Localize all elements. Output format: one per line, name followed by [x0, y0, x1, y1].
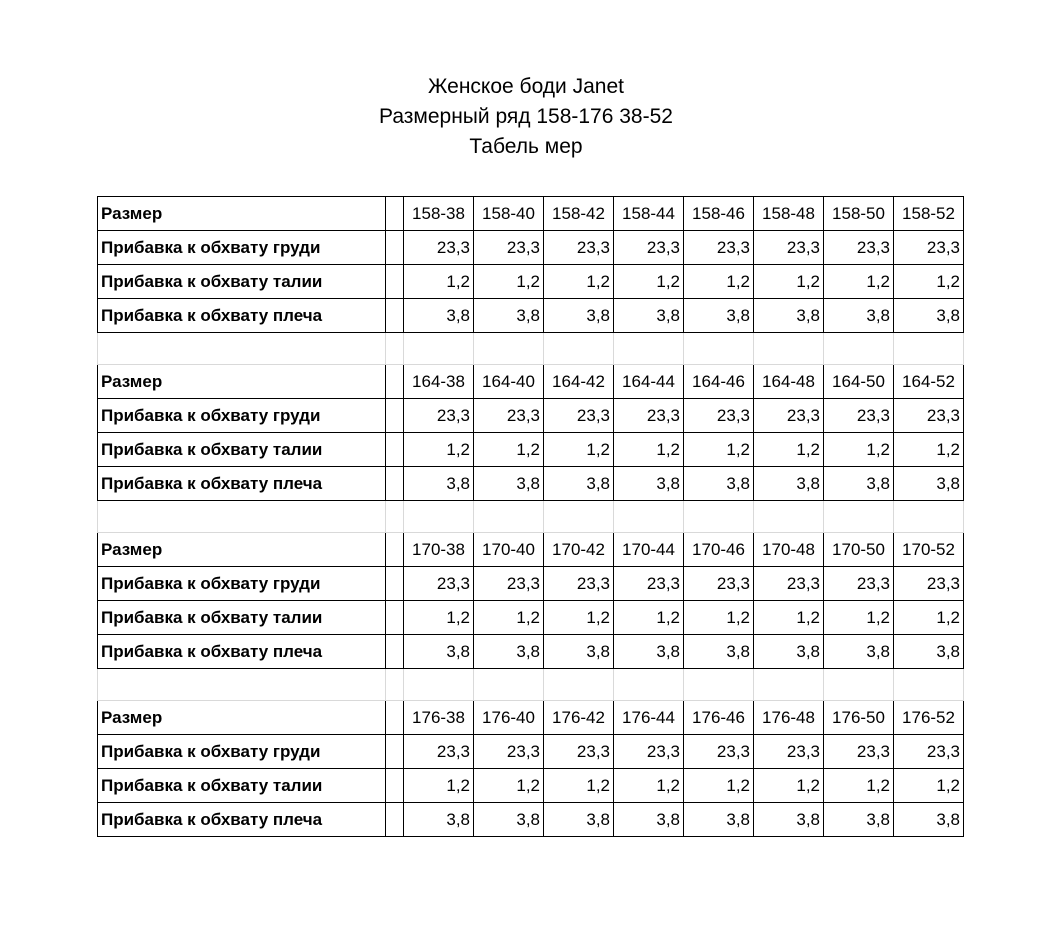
size-cell: 170-46	[684, 533, 754, 567]
value-cell: 23,3	[684, 567, 754, 601]
value-cell: 23,3	[544, 735, 614, 769]
size-cell: 158-40	[474, 197, 544, 231]
value-cell: 23,3	[894, 567, 964, 601]
value-cell: 23,3	[684, 735, 754, 769]
size-cell: 164-40	[474, 365, 544, 399]
empty-cell	[386, 265, 404, 299]
empty-cell	[404, 333, 474, 365]
value-cell: 3,8	[614, 467, 684, 501]
size-cell: 158-44	[614, 197, 684, 231]
value-cell: 3,8	[544, 299, 614, 333]
value-cell: 3,8	[684, 635, 754, 669]
row-label: Прибавка к обхвату талии	[98, 265, 386, 299]
empty-cell	[754, 669, 824, 701]
size-row	[98, 197, 964, 231]
empty-cell	[386, 803, 404, 837]
value-cell: 23,3	[754, 399, 824, 433]
chest-allowance-row	[98, 735, 964, 769]
size-cell: 170-44	[614, 533, 684, 567]
size-cell: 158-52	[894, 197, 964, 231]
empty-cell	[386, 635, 404, 669]
empty-cell	[684, 669, 754, 701]
empty-cell	[98, 669, 386, 701]
waist-allowance-row	[98, 769, 964, 803]
value-cell: 23,3	[754, 735, 824, 769]
value-cell: 3,8	[684, 803, 754, 837]
value-cell: 3,8	[614, 635, 684, 669]
size-cell: 158-38	[404, 197, 474, 231]
empty-cell	[474, 501, 544, 533]
value-cell: 1,2	[754, 265, 824, 299]
empty-cell	[474, 669, 544, 701]
value-cell: 3,8	[894, 299, 964, 333]
size-cell: 170-48	[754, 533, 824, 567]
value-cell: 23,3	[754, 567, 824, 601]
value-cell: 1,2	[894, 433, 964, 467]
row-label: Прибавка к обхвату груди	[98, 231, 386, 265]
row-label: Прибавка к обхвату груди	[98, 399, 386, 433]
value-cell: 23,3	[544, 567, 614, 601]
value-cell: 3,8	[894, 803, 964, 837]
size-row	[98, 365, 964, 399]
size-cell: 164-48	[754, 365, 824, 399]
empty-cell	[386, 769, 404, 803]
value-cell: 3,8	[894, 467, 964, 501]
value-cell: 23,3	[824, 231, 894, 265]
waist-allowance-row	[98, 433, 964, 467]
value-cell: 23,3	[824, 399, 894, 433]
value-cell: 23,3	[754, 231, 824, 265]
size-cell: 176-52	[894, 701, 964, 735]
value-cell: 1,2	[894, 769, 964, 803]
empty-cell	[386, 501, 404, 533]
row-label: Прибавка к обхвату плеча	[98, 803, 386, 837]
size-cell: 176-46	[684, 701, 754, 735]
row-label: Прибавка к обхвату талии	[98, 601, 386, 635]
empty-cell	[684, 501, 754, 533]
empty-cell	[824, 501, 894, 533]
value-cell: 3,8	[474, 467, 544, 501]
value-cell: 1,2	[754, 433, 824, 467]
size-cell: 164-38	[404, 365, 474, 399]
spacer-row	[98, 333, 964, 365]
row-label: Прибавка к обхвату плеча	[98, 635, 386, 669]
value-cell: 23,3	[614, 567, 684, 601]
value-cell: 1,2	[754, 601, 824, 635]
value-cell: 3,8	[824, 467, 894, 501]
shoulder-allowance-row	[98, 467, 964, 501]
row-label: Прибавка к обхвату груди	[98, 735, 386, 769]
size-cell: 170-50	[824, 533, 894, 567]
value-cell: 1,2	[824, 265, 894, 299]
size-row	[98, 533, 964, 567]
value-cell: 1,2	[614, 265, 684, 299]
size-table-body	[98, 197, 964, 837]
value-cell: 1,2	[474, 601, 544, 635]
value-cell: 23,3	[894, 399, 964, 433]
title-measurement-table: Табель мер	[469, 135, 583, 158]
empty-cell	[544, 669, 614, 701]
value-cell: 1,2	[404, 265, 474, 299]
empty-cell	[98, 501, 386, 533]
row-label: Размер	[98, 197, 386, 231]
empty-cell	[824, 669, 894, 701]
value-cell: 3,8	[754, 299, 824, 333]
size-cell: 176-44	[614, 701, 684, 735]
value-cell: 1,2	[824, 433, 894, 467]
empty-cell	[614, 501, 684, 533]
empty-cell	[386, 735, 404, 769]
value-cell: 1,2	[684, 433, 754, 467]
value-cell: 3,8	[754, 635, 824, 669]
value-cell: 23,3	[544, 399, 614, 433]
value-cell: 1,2	[754, 769, 824, 803]
value-cell: 1,2	[684, 265, 754, 299]
value-cell: 1,2	[614, 601, 684, 635]
value-cell: 23,3	[404, 231, 474, 265]
size-cell: 164-52	[894, 365, 964, 399]
value-cell: 23,3	[544, 231, 614, 265]
value-cell: 1,2	[684, 601, 754, 635]
value-cell: 23,3	[474, 399, 544, 433]
chest-allowance-row	[98, 231, 964, 265]
value-cell: 23,3	[474, 735, 544, 769]
value-cell: 23,3	[614, 735, 684, 769]
waist-allowance-row	[98, 601, 964, 635]
value-cell: 1,2	[544, 601, 614, 635]
value-cell: 3,8	[544, 803, 614, 837]
value-cell: 3,8	[824, 635, 894, 669]
value-cell: 3,8	[684, 467, 754, 501]
size-cell: 170-38	[404, 533, 474, 567]
value-cell: 1,2	[544, 433, 614, 467]
value-cell: 1,2	[614, 433, 684, 467]
empty-cell	[404, 501, 474, 533]
row-label: Прибавка к обхвату плеча	[98, 467, 386, 501]
value-cell: 23,3	[614, 231, 684, 265]
empty-cell	[386, 567, 404, 601]
value-cell: 1,2	[614, 769, 684, 803]
empty-cell	[894, 669, 964, 701]
empty-cell	[98, 333, 386, 365]
spacer-row	[98, 501, 964, 533]
value-cell: 3,8	[824, 803, 894, 837]
size-cell: 158-50	[824, 197, 894, 231]
value-cell: 3,8	[474, 635, 544, 669]
value-cell: 23,3	[404, 399, 474, 433]
shoulder-allowance-row	[98, 299, 964, 333]
chest-allowance-row	[98, 399, 964, 433]
size-row	[98, 701, 964, 735]
size-cell: 170-42	[544, 533, 614, 567]
value-cell: 3,8	[824, 299, 894, 333]
value-cell: 1,2	[824, 769, 894, 803]
size-cell: 176-50	[824, 701, 894, 735]
value-cell: 3,8	[894, 635, 964, 669]
row-label: Прибавка к обхвату плеча	[98, 299, 386, 333]
size-cell: 164-44	[614, 365, 684, 399]
empty-cell	[404, 669, 474, 701]
empty-cell	[754, 501, 824, 533]
value-cell: 3,8	[404, 635, 474, 669]
row-label: Размер	[98, 365, 386, 399]
value-cell: 23,3	[824, 735, 894, 769]
empty-cell	[386, 299, 404, 333]
value-cell: 3,8	[404, 803, 474, 837]
spacer-row	[98, 669, 964, 701]
value-cell: 3,8	[684, 299, 754, 333]
empty-cell	[544, 501, 614, 533]
size-cell: 176-38	[404, 701, 474, 735]
value-cell: 1,2	[894, 265, 964, 299]
size-cell: 164-46	[684, 365, 754, 399]
empty-cell	[614, 333, 684, 365]
document-title	[0, 72, 1042, 162]
size-cell: 158-42	[544, 197, 614, 231]
value-cell: 1,2	[474, 433, 544, 467]
row-label: Прибавка к обхвату талии	[98, 769, 386, 803]
value-cell: 23,3	[614, 399, 684, 433]
empty-cell	[386, 433, 404, 467]
empty-cell	[754, 333, 824, 365]
empty-cell	[386, 197, 404, 231]
value-cell: 3,8	[404, 299, 474, 333]
empty-cell	[824, 333, 894, 365]
size-cell: 170-40	[474, 533, 544, 567]
value-cell: 23,3	[474, 567, 544, 601]
empty-cell	[474, 333, 544, 365]
empty-cell	[544, 333, 614, 365]
value-cell: 3,8	[474, 803, 544, 837]
value-cell: 23,3	[404, 567, 474, 601]
value-cell: 1,2	[824, 601, 894, 635]
value-cell: 3,8	[474, 299, 544, 333]
value-cell: 1,2	[894, 601, 964, 635]
chest-allowance-row	[98, 567, 964, 601]
size-cell: 170-52	[894, 533, 964, 567]
empty-cell	[386, 399, 404, 433]
value-cell: 3,8	[754, 467, 824, 501]
value-cell: 1,2	[544, 265, 614, 299]
title-size-range: Размерный ряд 158-176 38-52	[379, 105, 673, 128]
value-cell: 3,8	[404, 467, 474, 501]
value-cell: 1,2	[404, 433, 474, 467]
empty-cell	[386, 231, 404, 265]
size-cell: 176-40	[474, 701, 544, 735]
value-cell: 23,3	[684, 399, 754, 433]
shoulder-allowance-row	[98, 803, 964, 837]
empty-cell	[386, 669, 404, 701]
empty-cell	[386, 333, 404, 365]
shoulder-allowance-row	[98, 635, 964, 669]
empty-cell	[386, 533, 404, 567]
value-cell: 23,3	[684, 231, 754, 265]
size-cell: 158-48	[754, 197, 824, 231]
empty-cell	[386, 467, 404, 501]
value-cell: 23,3	[474, 231, 544, 265]
value-cell: 1,2	[544, 769, 614, 803]
value-cell: 23,3	[824, 567, 894, 601]
value-cell: 3,8	[754, 803, 824, 837]
title-product-name: Женское боди Janet	[428, 75, 624, 98]
value-cell: 3,8	[544, 635, 614, 669]
value-cell: 23,3	[404, 735, 474, 769]
empty-cell	[614, 669, 684, 701]
value-cell: 3,8	[544, 467, 614, 501]
waist-allowance-row	[98, 265, 964, 299]
size-cell: 158-46	[684, 197, 754, 231]
size-table	[97, 196, 964, 837]
row-label: Прибавка к обхвату талии	[98, 433, 386, 467]
value-cell: 3,8	[614, 803, 684, 837]
value-cell: 1,2	[474, 769, 544, 803]
value-cell: 1,2	[404, 601, 474, 635]
row-label: Размер	[98, 701, 386, 735]
row-label: Размер	[98, 533, 386, 567]
value-cell: 1,2	[474, 265, 544, 299]
row-label: Прибавка к обхвату груди	[98, 567, 386, 601]
empty-cell	[894, 501, 964, 533]
empty-cell	[894, 333, 964, 365]
value-cell: 23,3	[894, 735, 964, 769]
empty-cell	[386, 601, 404, 635]
size-cell: 176-42	[544, 701, 614, 735]
value-cell: 1,2	[404, 769, 474, 803]
size-cell: 164-50	[824, 365, 894, 399]
value-cell: 1,2	[684, 769, 754, 803]
size-cell: 176-48	[754, 701, 824, 735]
value-cell: 3,8	[614, 299, 684, 333]
empty-cell	[386, 701, 404, 735]
size-cell: 164-42	[544, 365, 614, 399]
empty-cell	[684, 333, 754, 365]
value-cell: 23,3	[894, 231, 964, 265]
empty-cell	[386, 365, 404, 399]
